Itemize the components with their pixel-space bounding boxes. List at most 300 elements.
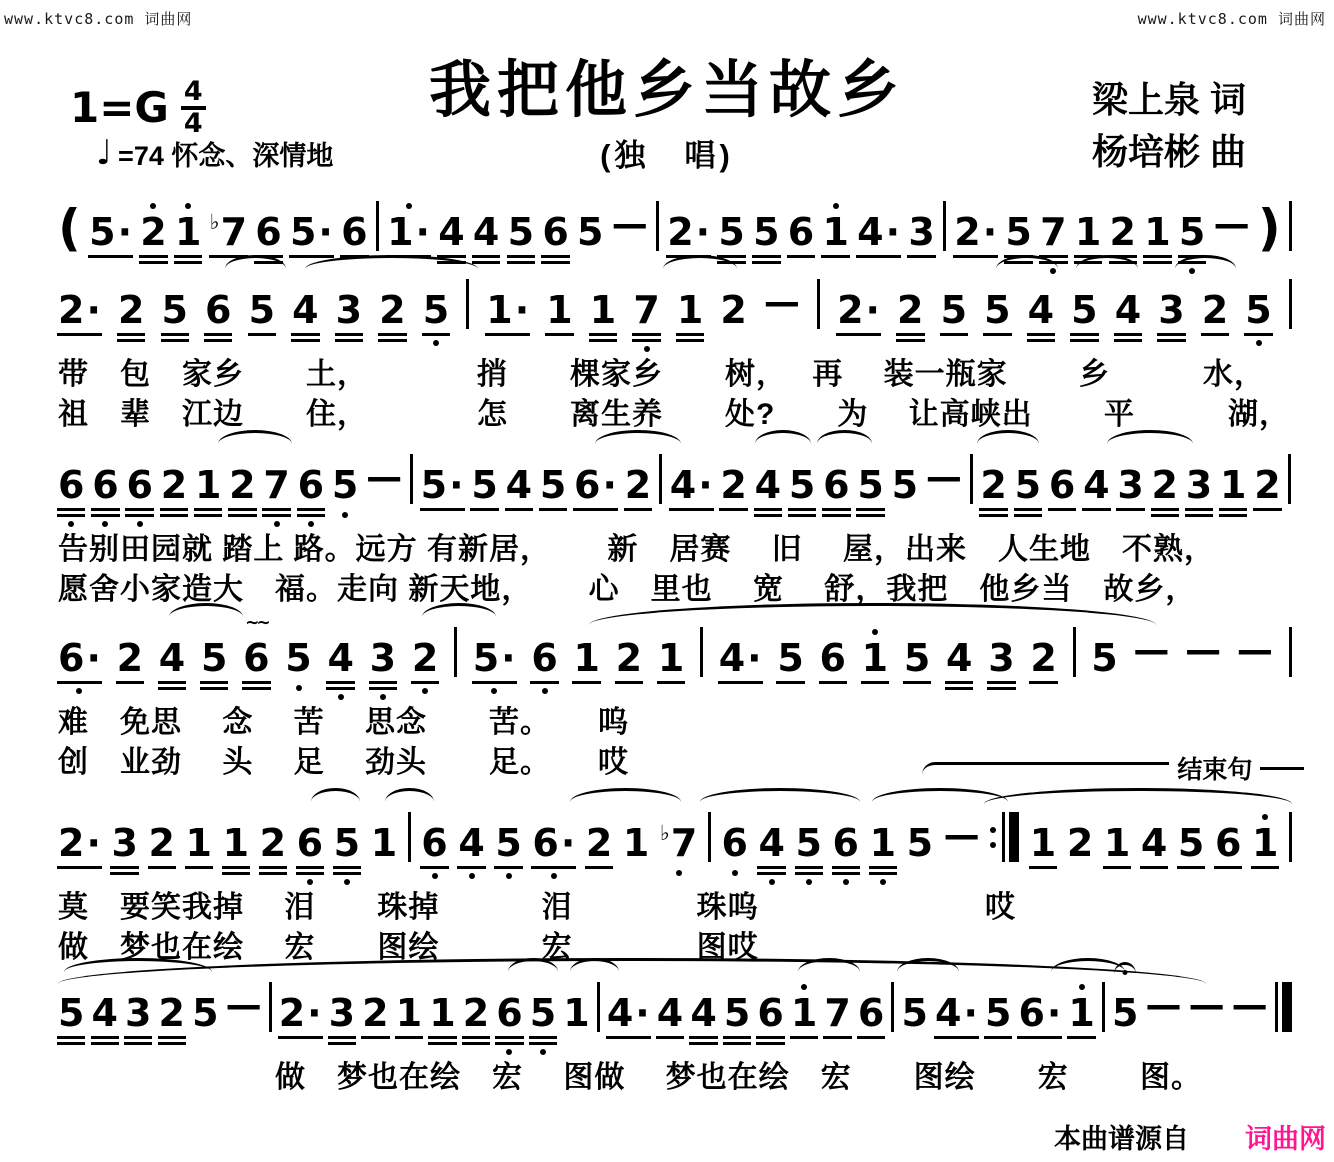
note: 4 [690,994,716,1032]
barline [1073,627,1076,677]
beam-underline [719,508,747,511]
notation-line [58,613,1292,680]
barline [1289,279,1292,329]
note: 1 [622,821,650,865]
key-signature [70,78,206,137]
note: 1 [573,639,599,677]
octave-dot-above [1079,984,1085,990]
beam-underline [117,339,145,342]
octave-dot-below [732,870,738,876]
octave-dot-below [506,873,512,879]
octave-dot-below [102,521,108,527]
beam-underline [158,1042,186,1045]
tempo-marking [96,133,333,173]
beam-underline [462,1042,490,1045]
beam-underline [333,872,361,875]
score-system-3 [58,458,1292,609]
ending-phrase-label [922,750,1305,786]
note: 7 [824,994,850,1032]
ending-phrase-text: 结束句 [1177,756,1253,784]
octave-dot-below [433,340,439,346]
note: 5 [1112,994,1138,1032]
beam-underline [861,681,889,684]
note: 5 [334,824,360,862]
note: 3 [988,639,1014,677]
note: 5· [89,213,132,251]
note: 1 [563,991,590,1035]
note: 2 [379,291,405,329]
beam-underline [139,261,167,264]
note: 2 [117,639,143,677]
beam-underline [983,333,1011,336]
octave-dot-below [806,879,812,885]
octave-dot-below [542,688,548,694]
beam-underline [259,866,287,869]
note: 4 [1083,466,1109,504]
beam-underline [495,1042,523,1045]
note: 1 [1104,824,1130,862]
beam-underline [204,333,232,336]
beam-underline [545,333,573,336]
notation-line [58,457,1292,507]
duration-dash: — [943,815,980,856]
note: 4 [473,213,499,251]
augmentation-dot: · [86,636,101,680]
note: 1· [387,213,430,251]
time-top: 4 [181,78,206,110]
note: ♭7 [660,823,697,862]
note: 6 [496,994,522,1032]
beam-underline [91,1042,119,1045]
duration-dash: — [763,282,800,323]
note: 6 [298,466,324,504]
beam-underline [91,508,119,511]
augmentation-dot: · [86,821,101,865]
beam-underline [573,508,618,511]
beam-underline [1185,508,1213,511]
beam-underline [57,508,85,511]
beam-underline [335,333,363,336]
note: 4 [292,291,318,329]
augmentation-dot: · [501,636,516,680]
note: 1 [1220,466,1246,504]
note: 5 [718,213,744,251]
note: 5 [1071,291,1097,329]
barline [659,454,662,504]
note: 5 [857,466,883,504]
beam-underline [291,339,319,342]
beam-underline [462,1036,490,1039]
slur-arc [385,788,434,802]
beam-underline [676,333,704,336]
octave-dot-below [422,688,428,694]
note: 2· [837,291,880,329]
tempo-text: =74 怀念、深情地 [118,140,334,171]
beam-underline [259,872,287,875]
score-system-1 [58,199,1292,257]
beam-underline [790,1036,818,1039]
beam-underline [378,339,406,342]
note: 6 [92,466,118,504]
beam-underline [979,508,1007,511]
beam-underline [158,681,186,684]
beam-underline [945,681,973,684]
note: 2 [161,466,187,504]
beam-underline [1140,866,1168,869]
note: 1 [1252,824,1278,862]
beam-underline [222,866,250,869]
note: 1 [370,821,398,865]
beam-underline [1029,866,1057,869]
beam-underline [776,681,804,684]
note: 4· [607,994,650,1032]
lyrics-line-1: 难 免思 念 苦 思念 苦。 呜 [58,706,630,739]
beam-underline [832,866,860,869]
lyrics-line-1: 告别田园就 踏上 路。远方 有新居， 新 居赛 旧 屋，出来 人生地 不熟， [58,533,1216,566]
duration-dash: — [1133,630,1170,671]
beam-underline [296,866,324,869]
octave-dot-below [880,879,886,885]
duration-dash: — [1145,985,1182,1026]
note: 6· [574,466,617,504]
note: 4 [506,466,532,504]
note: 5 [508,213,534,251]
beam-underline [529,1036,557,1039]
note: 5 [577,210,604,254]
beam-underline [529,1042,557,1045]
note: 7 [1040,213,1066,251]
beam-underline [1048,508,1076,511]
beam-underline [541,261,569,264]
beam-underline [110,872,138,875]
beam-underline [856,514,884,517]
beam-underline [669,508,714,511]
note: 2 [1254,466,1280,504]
footer-source-text: 本曲谱源自 [1054,1124,1189,1154]
beam-underline [987,687,1015,690]
beam-underline [1151,514,1179,517]
credits [1092,74,1246,178]
octave-dot-above [801,984,807,990]
octave-dot-below [380,694,386,700]
octave-dot-above [406,203,412,209]
mordent-icon: ∼∼ [245,613,268,633]
note: 1 [590,291,616,329]
lyrics-line-2: 做 梦也在绘 宏 图绘 宏 图哎 [58,930,759,964]
note: 5 [540,466,566,504]
note: 5 [201,639,227,677]
note: 2 [980,466,1006,504]
beam-underline [787,255,815,258]
beam-underline [1251,866,1279,869]
octave-dot-below [342,512,348,518]
beam-underline [161,333,189,336]
beam-underline [160,508,188,511]
augmentation-dot: · [963,991,978,1035]
beam-underline [291,333,319,336]
beam-underline [907,255,935,258]
note: 5· [421,466,464,504]
duration-dash: — [366,457,403,498]
augmentation-dot: · [560,821,576,865]
beam-underline [125,514,153,517]
beam-underline [836,333,881,336]
intro-paren: ( [58,199,81,257]
barline [1289,201,1292,251]
barline [1289,812,1292,862]
note: 5 [1005,213,1031,251]
beam-underline [1143,261,1171,264]
note: 5 [471,466,497,504]
note: 5· [473,639,516,677]
note: 4 [438,213,464,251]
note: 4 [1028,291,1054,329]
beam-underline [723,1042,751,1045]
beam-underline [88,255,133,258]
note: 2· [954,213,997,251]
note: 5 [985,994,1011,1032]
octave-dot-below [76,688,82,694]
note: 6· [1018,994,1061,1032]
intro-paren: ) [1257,199,1281,257]
note: 4 [1141,824,1167,862]
note: 1 [822,213,848,251]
song-title: 我把他乡当故乡 [428,53,905,126]
note: 2 [1110,213,1136,251]
note: 5 [941,291,967,329]
beam-underline [333,866,361,869]
beam-underline [1017,1036,1062,1039]
lyrics-line-1: 莫 要笑我掉 泪 珠掉 泪 珠呜 哎 [58,891,1017,924]
score-system-2 [58,283,1292,434]
augmentation-dot: · [318,210,333,254]
note: 6· [532,824,575,862]
beam-underline [589,333,617,336]
beam-underline [1244,333,1272,336]
notation-line [58,282,1292,332]
beam-underline [676,339,704,342]
note: 2 [897,291,923,329]
beam-underline [795,872,823,875]
beam-underline [116,681,144,684]
barline [817,279,820,329]
beam-underline [953,255,998,258]
beam-underline [328,1042,356,1045]
beam-underline [822,508,850,511]
beam-underline [657,681,685,684]
beam-underline [1029,681,1057,684]
beam-underline [158,687,186,690]
beam-underline [148,866,176,869]
slur-arc [984,788,1293,804]
song-subtitle: (独 唱) [600,138,734,173]
beam-underline [572,681,600,684]
barline [970,454,973,504]
duration-dash: — [225,985,262,1026]
beam-underline [395,1036,423,1039]
note: 1 [658,639,684,677]
beam-underline [248,333,276,336]
beam-underline [124,1036,152,1039]
duration-dash: — [1236,630,1273,671]
barline [454,627,457,677]
beam-underline [174,261,202,264]
beam-underline [903,681,931,684]
score-system-6 [58,986,1292,1098]
barline [597,982,600,1032]
augmentation-dot: · [865,288,880,332]
note: 2 [159,994,185,1032]
beam-underline [326,687,354,690]
beam-underline [1070,339,1098,342]
beam-underline [632,333,660,336]
note: 4· [857,213,900,251]
note: 2 [260,824,286,862]
augmentation-dot: · [514,288,530,332]
note: 5 [423,291,449,329]
octave-dot-below [1256,340,1262,346]
beam-underline [1103,866,1131,869]
beam-underline [757,872,785,875]
augmentation-dot: · [1046,991,1062,1035]
note: 6 [820,639,846,677]
note: 5 [796,824,822,862]
beam-underline [242,687,270,690]
note: 5 [901,991,928,1035]
note: 5 [58,994,84,1032]
beam-underline [832,872,860,875]
note: 5 [777,639,803,677]
beam-underline [1014,508,1042,511]
beam-underline [161,339,189,342]
note: 6 [341,213,367,251]
note: 4 [159,639,185,677]
note: 4 [1115,291,1141,329]
note: 6 [126,466,152,504]
note: 1 [862,639,888,677]
duration-dash: — [611,204,648,245]
beam-underline [632,339,660,342]
final-barline [1275,982,1292,1032]
beam-underline [57,681,102,684]
note: 3 [111,824,137,862]
beam-underline [541,255,569,258]
note: 2 [412,639,438,677]
barline [466,279,469,329]
beam-underline [856,255,901,258]
beam-underline [940,333,968,336]
augmentation-dot: · [982,210,998,254]
beam-underline [945,687,973,690]
beam-underline [335,339,363,342]
beam-underline [158,1036,186,1039]
beam-underline [752,255,780,258]
duration-dash: — [925,457,962,498]
octave-dot-below [344,879,350,885]
beam-underline [361,1036,389,1039]
beam-underline [194,514,222,517]
note: 3 [908,213,934,251]
note: 2 [586,824,612,862]
beam-underline [1027,333,1055,336]
footer-brand-link: 词曲网 [1245,1124,1326,1154]
augmentation-dot: · [747,636,762,680]
barline [1289,627,1292,677]
note: 2· [58,291,101,329]
note: 4 [657,994,683,1032]
beam-underline [242,681,270,684]
beam-underline [1253,508,1281,511]
beam-underline [472,261,500,264]
note: 5 [724,994,750,1032]
duration-dash: — [1231,985,1268,1026]
footer [1054,1117,1326,1156]
beam-underline [530,681,558,684]
note: 2 [463,994,489,1032]
note: 3 [1117,466,1143,504]
octave-dot-below [843,879,849,885]
note: 4· [935,994,978,1032]
beam-underline [485,333,530,336]
beam-underline [185,866,213,869]
beam-underline [507,261,535,264]
note: 2· [58,824,101,862]
octave-dot-below [491,688,497,694]
note: 2 [118,291,144,329]
beam-underline [822,514,850,517]
beam-underline [124,1042,152,1045]
note: 5 [1091,636,1118,680]
beam-underline [1219,514,1247,517]
beam-underline [194,508,222,511]
note: 4 [946,639,972,677]
beam-underline [369,681,397,684]
note: 4· [670,466,713,504]
octave-dot-below [644,346,650,352]
augmentation-dot: · [449,463,464,507]
beam-underline [57,1036,85,1039]
beam-underline [1201,333,1229,336]
note: 6 [421,824,447,862]
octave-dot-above [150,203,156,209]
beam-underline [117,333,145,336]
note: 3 [370,639,396,677]
note: 1 [791,994,817,1032]
key-value: 1=G [70,83,169,132]
beam-underline [539,508,567,511]
beam-underline [494,866,522,869]
augmentation-dot: · [117,210,132,254]
beam-underline [756,1036,784,1039]
watermark-top-left: www.ktvc8.com 词曲网 [4,10,193,28]
note: 6 [788,213,814,251]
beam-underline [297,514,325,517]
beam-underline [1185,514,1213,517]
note: 1 [1030,824,1056,862]
beam-underline [200,681,228,684]
note: 5 [162,291,188,329]
note: 4· [719,639,762,677]
beam-underline [1014,514,1042,517]
beam-underline [896,339,924,342]
note: 1 [1075,213,1101,251]
lyrics-line-1: 做 梦也在绘 宏 图做 梦也在绘 宏 图绘 宏 图。 [58,1061,1203,1094]
beam-underline [1082,508,1110,511]
beam-underline [495,1036,523,1039]
note: 6 [205,291,231,329]
beam-underline [752,261,780,264]
slur-arc [700,788,860,802]
